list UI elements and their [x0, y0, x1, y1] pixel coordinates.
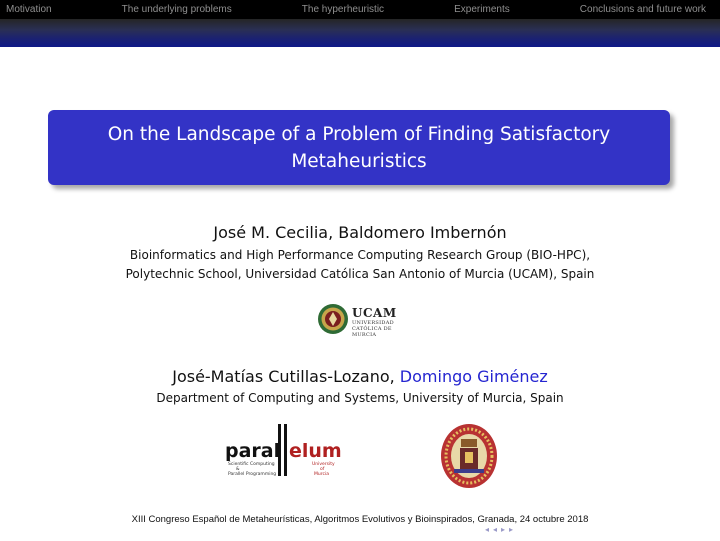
ucam-logo — [316, 300, 408, 338]
parallelum-sub-2: & — [236, 467, 240, 472]
ucam-logo-sub-2: CATÓLICA DE MURCIA — [352, 326, 392, 338]
parallelum-sub-5: of — [320, 467, 325, 472]
parallelum-sub-3: Parallel Programming — [228, 472, 277, 477]
nav-hyperheuristic[interactable]: The hyperheuristic — [301, 4, 385, 15]
nav-conclusions[interactable]: Conclusions and future work — [579, 4, 706, 15]
title-line-1: On the Landscape of a Problem of Finding Satisfactory — [107, 123, 611, 145]
parallelum-sub-1: Scientific Computing — [228, 462, 275, 467]
parallelum-mark — [224, 424, 344, 480]
nav-underlying-problems[interactable]: The underlying problems — [121, 4, 232, 15]
authors-ucam: José M. Cecilia, Baldomero Imbernón — [213, 223, 507, 242]
parallelum-sub-6: Murcia — [314, 472, 329, 477]
parallelum-word-left: paral — [225, 440, 281, 462]
section-navigation-bar — [0, 0, 720, 19]
authors-um — [0, 367, 720, 386]
ucam-crest-icon — [316, 300, 350, 338]
header-band — [0, 19, 720, 47]
beamer-navigation — [485, 525, 513, 534]
nav-experiments[interactable]: Experiments — [454, 4, 510, 15]
author-gimenez: Domingo Giménez — [399, 367, 548, 386]
affiliation-ucam-line-2: Polytechnic School, Universidad Católica San Antonio of Murcia (UCAM), Spain — [125, 267, 595, 281]
affiliation-um: Department of Computing and Systems, University of Murcia, Spain — [156, 391, 564, 405]
ucam-logo-name: UCAM — [352, 306, 397, 320]
title-line-2: Metaheuristics — [291, 150, 427, 172]
parallelum-logo — [224, 424, 344, 480]
nav-last-icon[interactable]: ▸ — [509, 525, 514, 534]
ucam-logo-sub-1: UNIVERSIDAD — [352, 320, 394, 326]
parallelum-word-right: elum — [289, 440, 342, 462]
um-seal-icon — [440, 423, 498, 489]
nav-first-icon[interactable]: ◂ — [485, 525, 490, 534]
footer-conference: XIII Congreso Español de Metaheurísticas, Algoritmos Evolutivos y Bioinspirados, Granada, 24 octubre 2018 — [131, 514, 589, 525]
nav-next-icon[interactable]: ▸ — [501, 525, 506, 534]
university-of-murcia-seal — [440, 423, 498, 489]
nav-prev-icon[interactable]: ◂ — [493, 525, 498, 534]
author-cutillas: José-Matías Cutillas-Lozano, — [172, 367, 400, 386]
title-box — [48, 110, 670, 185]
nav-motivation[interactable]: Motivation — [6, 4, 52, 15]
affiliation-ucam-line-1: Bioinformatics and High Performance Computing Research Group (BIO-HPC), — [129, 248, 591, 262]
parallelum-sub-4: University — [312, 462, 335, 467]
